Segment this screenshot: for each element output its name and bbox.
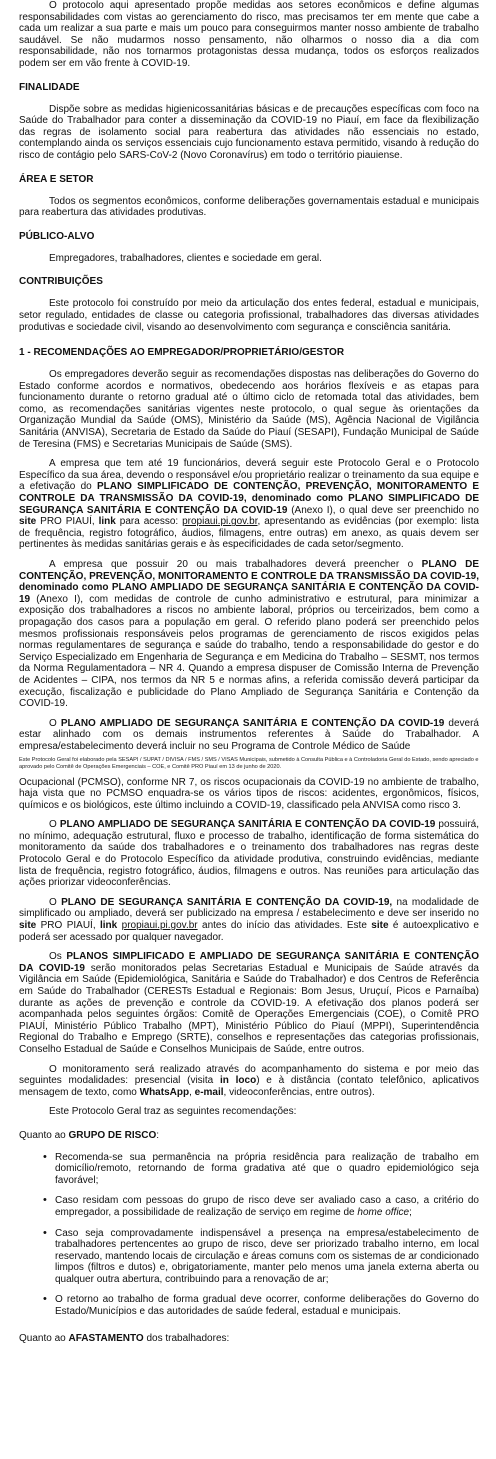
propiaui-link[interactable]: propiaui.pi.gov.br [182,516,258,528]
section-1-paragraph-2: A empresa que tem até 19 funcionários, deverá seguir este Protocolo Geral e o Protocolo Específico da sua área, devendo o responsável e/ou proprietário realizar o treinamento da sua equipe e a efetivação do PLANO SIMPLIFICADO DE CONTENÇÃO, PREVENÇÃO, MONITORAMENTO E CONTROLE DA TRANSMISSÃO DA COVID-19, denominado como PLANO SIMPLIFICADO DE SEGURANÇA SANITÁRIA E CONTENÇÃO DA COVID-19 (Anexo I), o qual deve ser preenchido no site PRO PIAUÍ, link para acesso: propiaui.pi.gov.br, apresentando as evidências (por exemplo: lista de frequência, registro fotográfico, áudios, filmagens, entre outras) em anexo, as quais devem ser pertinentes às medidas sanitárias gerais e às especificidades de cada setor/segmento. [19,458,479,551]
list-item: • Caso seja comprovadamente indispensável a presença na empresa/estabelecimento de trabalhadores pertencentes ao grupo de risco, deve ser priorizado trabalho interno, em local reservado, mantendo locais de circulação e áreas comuns com os sistemas de ar condicionado limpos (filtros e dutos) e, obrigatoriamente, manter pelo menos uma janela externa aberta ou qualquer outra abertura, contribuindo para a renovação de ar; [53,1228,479,1286]
page-footnote: Este Protocolo Geral foi elaborado pela SESAPI / SUPAT / DIVISA / FMS / SMS / VISAS Municipais, submetido à Consulta Pública e à Controladoria Geral do Estado, sendo apreciado e aprovado pelo Comitê de Operações Emergenciais – COE, e Comitê PRO Piauí em 13 de junho de 2020. [19,756,479,770]
section-1-paragraph-10: Este Protocolo Geral traz as seguintes recomendações: [49,1106,297,1118]
heading-area-setor: ÁREA E SETOR [19,173,94,185]
section-1-heading: 1 - RECOMENDAÇÕES AO EMPREGADOR/PROPRIETÁRIO/GESTOR [19,347,345,359]
area-setor-text: Todos os segmentos econômicos, conforme deliberações governamentais estadual e municipais para reabertura das atividades produtivas. [19,195,479,219]
list-item: • O retorno ao trabalho de forma gradual deve ocorrer, conforme deliberações do Governo do Estado/Municípios e das autoridades de saúde federal, estadual e municipais. [53,1294,479,1317]
section-1-paragraph-5: Ocupacional (PCMSO), conforme NR 7, os riscos ocupacionais da COVID-19 no ambiente de trabalho, haja vista que no PCMSO enquadra-se os vários tipos de riscos: acidentes, ergonômicos, físicos, químicos e os biológicos, este último incluindo a COVID-19, classificado pela ANVISA como risco 3. [19,776,479,811]
list-item: • Recomenda-se sua permanência na própria residência para realização de trabalho em domicílio/remoto, retornando de forma gradativa até que o quadro epidemiológico seja favorável; [53,1152,479,1187]
intro-paragraph: O protocolo aqui apresentado propõe medidas aos setores econômicos e define algumas responsabilidades com vistas ao gerenciamento do risco, mas precisamos ter em mente que cabe a cada um realizar a sua parte e mais um pouco para conseguirmos manter nosso ambiente de trabalho saudável. Se não mudarmos nosso pensamento, não olharmos o nosso dia a dia com responsabilidade, não nos tornarmos protagonistas dessa mudança, todos os esforços realizados podem ser em vão frente à COVID-19. [19,0,479,69]
grupo-risco-list [19,1152,479,1318]
section-1-paragraph-6: O PLANO AMPLIADO DE SEGURANÇA SANITÁRIA E CONTENÇÃO DA COVID-19 possuirá, no mínimo, adequação estrutural, fluxo e processo de trabalho, identificação de forma sistemática do monitoramento da saúde dos trabalhadores e o treinamento dos trabalhadores nas regras deste Protocolo Geral e do Protocolo Específico da atividade produtiva, construindo evidências, mediante lista de frequência, registro fotográfico, áudios, filmagens e outros. Nas reuniões para articulação das ações priorizar videoconferências. [19,819,479,889]
finalidade-text: Dispõe sobre as medidas higienicossanitárias básicas e de precauções específicas com foco na Saúde do Trabalhador para conter a disseminação da COVID-19 no Piauí, em face da flexibilização das regras de isolamento social para reabertura das atividades não essenciais no estado, contemplando ainda os serviços essenciais cujo funcionamento estava permitido, visando à redução do risco de contágio pelo SARS-CoV-2 (Novo Coronavírus) em todo o território piauiense. [19,103,479,161]
section-1-paragraph-8: Os PLANOS SIMPLIFICADO E AMPLIADO DE SEGURANÇA SANITÁRIA E CONTENÇÃO DA COVID-19 serão monitorados pelas Secretarias Estadual e Municipais de Saúde através da Vigilância em Saúde (Epidemiológica, Sanitária e Saúde do Trabalhador) e dos Centros de Referência em Saúde do Trabalhador (CERESTs Estadual e Regionais: Bom Jesus, Uruçuí, Picos e Parnaíba) durante as ações de prevenção e controle da COVID-19. A efetivação dos planos poderá ser acompanhada pelos seguintes órgãos: Comitê de Operações Emergenciais (COE), o Comitê PRO PIAUÍ, Ministério Público Trabalho (MPT), Ministério Público do Piauí (MPPI), Superintendência Regional do Trabalho e Emprego (SRTE), conselhos e representações das categorias profissionais, Conselho Estadual de Saúde e Conselhos Municipais de Saúde, entre outros. [19,951,479,1055]
heading-publico-alvo: PÚBLICO-ALVO [19,230,95,242]
section-1-paragraph-4: O PLANO AMPLIADO DE SEGURANÇA SANITÁRIA E CONTENÇÃO DA COVID-19 deverá estar alinhado com os demais instrumentos referentes à Saúde do Trabalhador. A empresa/estabelecimento deverá incluir no seu Programa de Controle Médico de Saúde [19,717,479,752]
grupo-risco-label: Quanto ao GRUPO DE RISCO: [19,1129,160,1141]
section-1-paragraph-9: O monitoramento será realizado através do acompanhamento do sistema e por meio das seguintes modalidades: presencial (visita in loco) e à distância (contato telefônico, aplicativos mensagem de texto, como WhatsApp, e-mail, videoconferências, entre outros). [19,1063,479,1098]
section-1-paragraph-3: A empresa que possuir 20 ou mais trabalhadores deverá preencher o PLANO DE CONTENÇÃO, PREVENÇÃO, MONITORAMENTO E CONTROLE DA TRANSMISSÃO DA COVID-19, denominado como PLANO AMPLIADO DE SEGURANÇA SANITÁRIA E CONTENÇÃO DA COVID-19 (Anexo I), com medidas de controle de cunho administrativo e estrutural, para minimizar a exposição dos trabalhadores a riscos no ambiente laboral, próprios ou terceirizados, bem como a propagação dos casos para a população em geral. O referido plano poderá ser preenchido pelos mesmos profissionais responsáveis pelos programas de gerenciamento de riscos exigidos pelas normas regulamentares de segurança e saúde do trabalho, tendo a responsabilidade do gestor e do Serviço Especializado em Engenharia de Segurança e em Medicina do Trabalho – SESMT, nos termos da Norma Regulamentadora – NR 4. Quando a empresa dispuser de Comissão Interna de Prevenção de Acidentes – CIPA, nos termos da NR 5 e normas afins, a referida comissão deverá participar da execução, fiscalização e publicidade do Plano Ampliado de Segurança Sanitária e Contenção da COVID-19. [19,559,480,710]
heading-finalidade: FINALIDADE [19,81,80,93]
contribuicoes-text: Este protocolo foi construído por meio da articulação dos entes federal, estadual e municipais, setor regulado, entidades de classe ou categoria profissional, trabalhadores das diversas atividades produtivas e sociedade civil, visando ao desenvolvimento com segurança e consciência sanitária. [19,298,479,333]
document-page [19,0,479,1344]
section-1-paragraph-7: O PLANO DE SEGURANÇA SANITÁRIA E CONTENÇÃO DA COVID-19, na modalidade de simplificado ou ampliado, deverá ser publicizado na empresa / estabelecimento e deve ser inserido no site PRO PIAUÍ, link propiaui.pi.gov.br antes do início das atividades. Este site é autoexplicativo e poderá ser acessado por qualquer navegador. [19,896,479,943]
section-1-paragraph-1: Os empregadores deverão seguir as recomendações dispostas nas deliberações do Governo do Estado conforme acordos e normativos, obedecendo aos horários flexíveis e as etapas para funcionamento durante o retorno gradual até o último ciclo de retomada total das atividades, bem como, as recomendações sanitárias vigentes neste protocolo, o qual segue às orientações da Organização Mundial da Saúde (OMS), Ministério da Saúde (MS), Agência Nacional de Vigilância Sanitária (ANVISA), Secretaria de Estado da Saúde do Piauí (SESAPI), Fundação Municipal de Saúde de Teresina (FMS) e Secretarias Municipais de Saúde (SMS). [19,369,479,450]
heading-contribuicoes: CONTRIBUIÇÕES [19,276,103,288]
publico-alvo-text: Empregadores, trabalhadores, clientes e sociedade em geral. [49,252,322,264]
list-item: • Caso residam com pessoas do grupo de risco deve ser avaliado caso a caso, a critério do empregador, a possibilidade de realização de serviço em regime de home office; [53,1195,479,1218]
afastamento-label: Quanto ao AFASTAMENTO dos trabalhadores: [19,1332,230,1344]
propiaui-link-2[interactable]: propiaui.pi.gov.br [121,920,198,932]
